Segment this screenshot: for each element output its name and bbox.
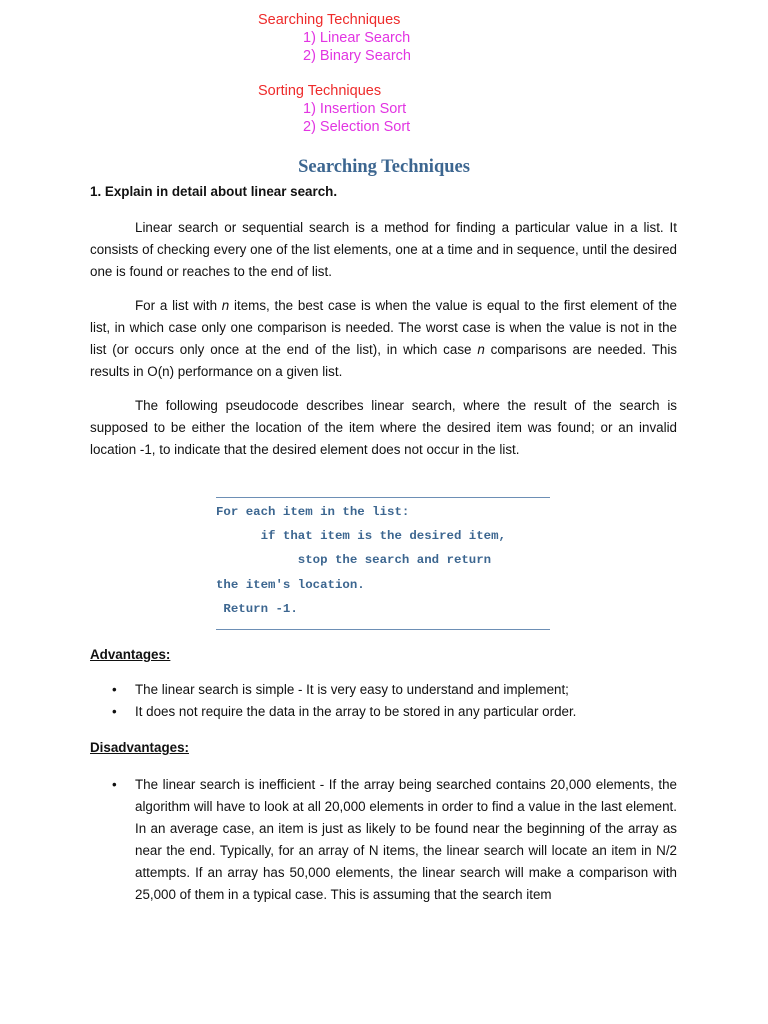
italic-n: n — [477, 342, 485, 357]
list-item: • The linear search is inefficient - If the array being searched contains 20,000 elements, the algorithm will have to look at all 20,000 elements in order to find a value in the last element. In an average case, an item is just as likely to be found near the beginning of the array as near the end. Typically, for an array of N items, the linear search will locate an item in N/2 attempts. If an array has 50,000 elements, the linear search will make a comparison with 25,000 of them in a typical case. This is assuming that the search item — [90, 774, 677, 906]
code-line: if that item is the desired item, — [216, 529, 506, 544]
toc-item: 1) Linear Search — [303, 30, 411, 46]
advantages-heading: Advantages: — [90, 647, 171, 663]
toc-item: 2) Selection Sort — [303, 119, 411, 135]
code-line: stop the search and return — [216, 553, 492, 568]
code-line: Return -1. — [216, 601, 298, 616]
text-run: items, the best case is when the value is equal to the first element of the list, in which case only one comparison is needed. The worst case is when the value is not in the list (or occurs only once at the end of the list), in which case — [90, 298, 678, 357]
italic-n: n — [221, 298, 230, 313]
paragraph-complexity — [90, 295, 677, 383]
page-title: Searching Techniques — [298, 157, 470, 177]
disadvantages-list — [90, 774, 677, 906]
text-run: For a list with — [135, 298, 222, 313]
document-body — [90, 181, 677, 906]
code-line: For each item in the list: — [216, 505, 410, 519]
toc-item: 2) Binary Search — [303, 48, 411, 64]
paragraph-pseudocode-intro: The following pseudocode describes linear search, where the result of the search is supposed to be either the location of the item where the desired item was found; or an invalid location -1, to indicate that the desired element does not occur in the list. — [90, 398, 677, 457]
advantages-list — [90, 679, 677, 723]
paragraph-definition: Linear search or sequential search is a method for finding a particular value in a list. It consists of checking every one of the list elements, one at a time and in sequence, until the desired one is found or reaches to the end of list. — [90, 220, 677, 279]
toc-group-sorting — [258, 82, 411, 136]
question-heading: 1. Explain in detail about linear search. — [90, 184, 338, 199]
list-item: • The linear search is simple - It is very easy to understand and implement; — [90, 679, 677, 701]
toc-heading: Searching Techniques — [258, 12, 401, 28]
toc-heading: Sorting Techniques — [258, 83, 382, 99]
table-of-contents — [258, 11, 411, 153]
text-run: comparisons are needed. This results in O(n) performance on a given list. — [90, 342, 677, 379]
code-line: the item's location. — [216, 577, 365, 592]
toc-item: 1) Insertion Sort — [303, 101, 407, 117]
disadvantages-heading: Disadvantages: — [90, 740, 189, 756]
pseudocode-block — [216, 497, 550, 630]
toc-group-searching — [258, 11, 411, 65]
list-item: • It does not require the data in the array to be stored in any particular order. — [90, 701, 677, 723]
